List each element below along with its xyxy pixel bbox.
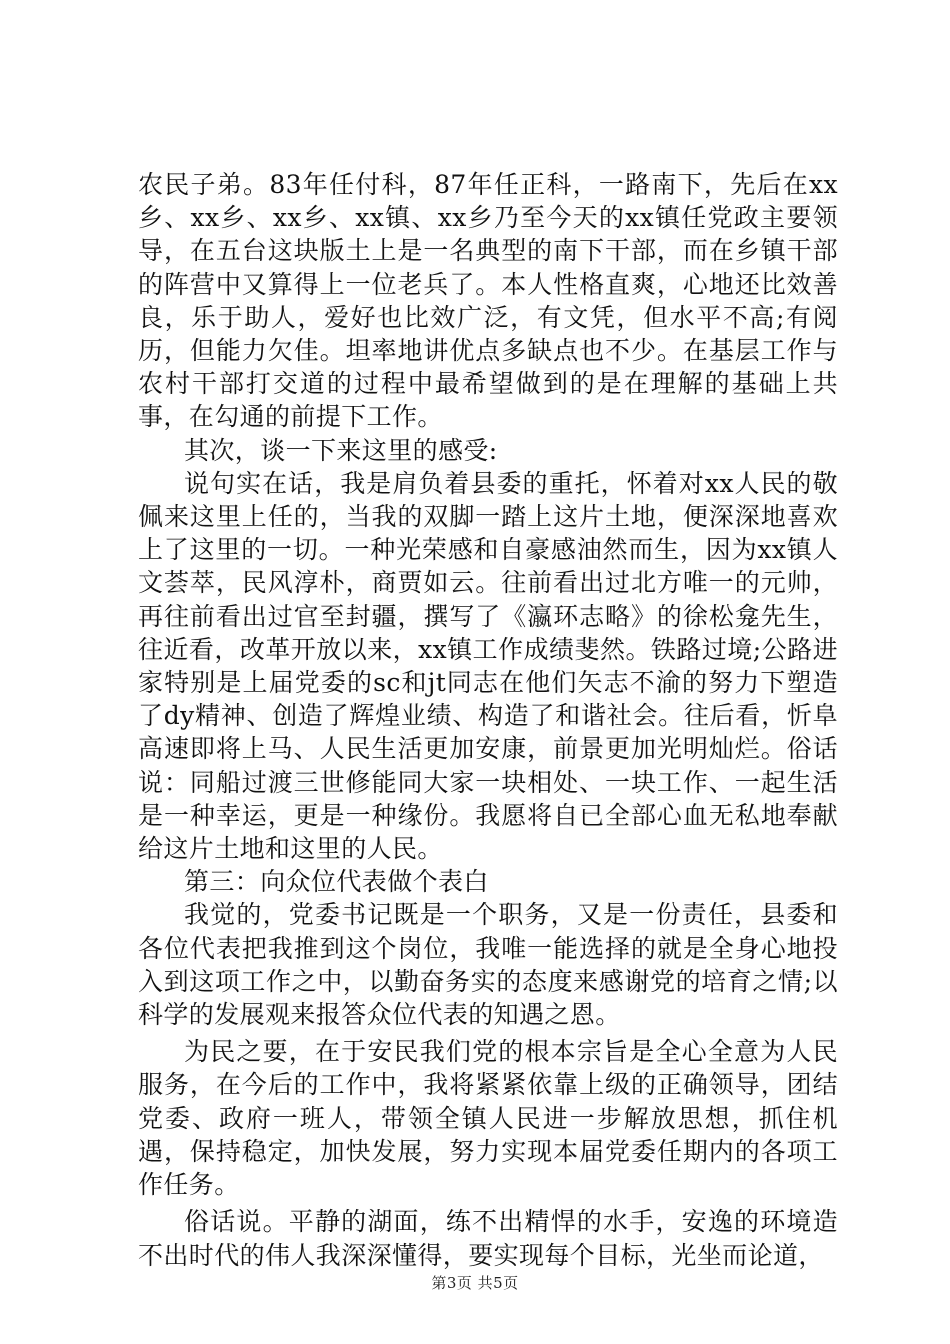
paragraph-3: 说句实在话，我是肩负着县委的重托，怀着对xx人民的敬佩来这里上任的，当我的双脚一踏上这片土地，便深深地喜欢上了这里的一切。一种光荣感和自豪感油然而生，因为xx镇人文荟萃，民风淳朴，商贾如云。往前看出过北方唯一的元帅，再往前看出过官至封疆，撰写了《瀛环志略》的徐松龛先生，往近看，改革开放以来，xx镇工作成绩斐然。铁路过境;公路进家特别是上届党委的sc和jt同志在他们矢志不渝的努力下塑造了dy精神、创造了辉煌业绩、构造了和谐社会。往后看，忻阜高速即将上马、人民生活更加安康，前景更加光明灿烂。俗话说：同船过渡三世修能同大家一块相处、一块工作、一起生活是一种幸运，更是一种缘份。我愿将自已全部心血无私地奉献给这片土地和这里的人民。 bbox=[138, 468, 838, 864]
paragraph-2: 其次，谈一下来这里的感受: bbox=[184, 435, 498, 465]
paragraph-7: 俗话说。平静的湖面，练不出精悍的水手，安逸的环境造不出时代的伟人我深深懂得，要实现每个目标，光坐而论道， bbox=[138, 1207, 838, 1270]
paragraph-1: 农民子弟。83年任付科，87年任正科，一路南下，先后在xx乡、xx乡、xx乡、xx镇、xx乡乃至今天的xx镇任党政主要领导，在五台这块版土上是一名典型的南下干部，而在乡镇干部的阵营中又算得上一位老兵了。本人性格直爽，心地还比效善良，乐于助人，爱好也比效广泛，有文凭，但水平不高;有阅历，但能力欠佳。坦率地讲优点多缺点也不少。在基层工作与农村干部打交道的过程中最希望做到的是在理解的基础上共事，在勾通的前提下工作。 bbox=[138, 170, 838, 432]
page-footer: 第3页 共5页 bbox=[431, 1274, 519, 1292]
paragraph-5: 我觉的，党委书记既是一个职务，又是一份责任，县委和各位代表把我推到这个岗位，我唯一能选择的就是全身心地投入到这项工作之中，以勤奋务实的态度来感谢党的培育之情;以科学的发展观来报答众位代表的知遇之恩。 bbox=[138, 900, 838, 1030]
paragraph-4: 第三：向众位代表做个表白 bbox=[184, 867, 489, 897]
document-body bbox=[138, 168, 838, 1272]
paragraph-6: 为民之要，在于安民我们党的根本宗旨是全心全意为人民服务，在今后的工作中，我将紧紧依靠上级的正确领导，团结党委、政府一班人，带领全镇人民进一步解放思想，抓住机遇，保持稳定，加快发展，努力实现本届党委任期内的各项工作任务。 bbox=[138, 1037, 838, 1200]
